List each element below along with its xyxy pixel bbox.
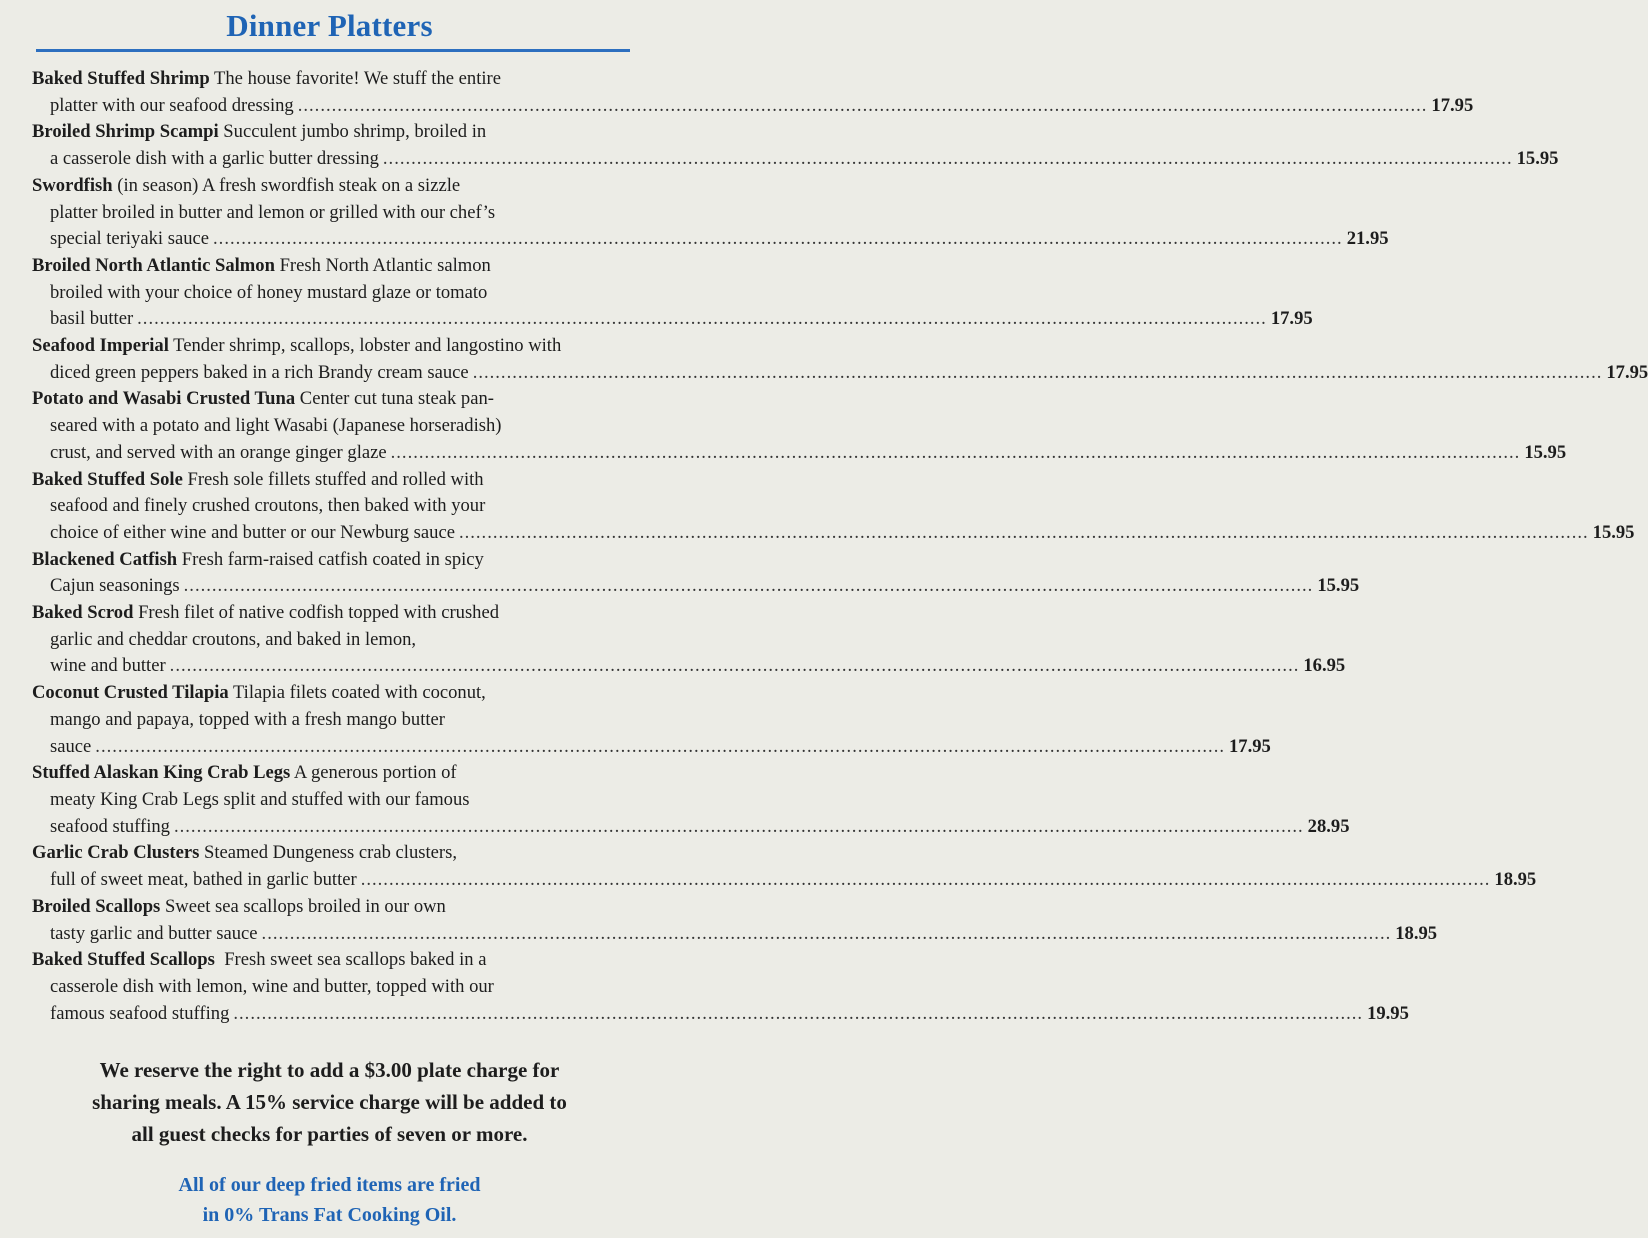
item-line bbox=[32, 921, 1438, 948]
dot-leader: ........................................................................................................................................................................................................ bbox=[95, 735, 1225, 757]
item-name: Swordfish bbox=[32, 174, 113, 196]
item-line bbox=[32, 520, 1635, 547]
item-line bbox=[32, 840, 618, 867]
item-text bbox=[32, 68, 501, 89]
item-price: 18.95 bbox=[1395, 922, 1438, 944]
item-text bbox=[50, 495, 485, 516]
item-description: platter with our seafood dressing bbox=[50, 94, 294, 116]
item-name: Seafood Imperial bbox=[32, 335, 169, 357]
item-line bbox=[32, 734, 1271, 761]
item-line bbox=[32, 680, 618, 707]
dot-leader: ........................................................................................................................................................................................................ bbox=[458, 521, 1589, 543]
item-text bbox=[50, 789, 470, 810]
item-name: Blackened Catfish bbox=[32, 548, 178, 570]
item-text bbox=[32, 602, 499, 623]
menu-item bbox=[32, 600, 1346, 680]
item-line bbox=[32, 787, 618, 814]
item-description: Succulent jumbo shrimp, broiled in bbox=[218, 121, 487, 143]
item-line bbox=[32, 280, 618, 307]
item-line bbox=[32, 146, 1559, 173]
item-text bbox=[50, 921, 258, 948]
menu-item bbox=[32, 680, 1271, 760]
dot-leader: ........................................................................................................................................................................................................ bbox=[382, 148, 1513, 170]
item-text bbox=[32, 469, 484, 490]
item-text bbox=[50, 282, 487, 303]
menu-item bbox=[32, 947, 1409, 1027]
notice-line: all guest checks for parties of seven or more. bbox=[131, 1122, 528, 1146]
item-line bbox=[32, 173, 618, 200]
item-line bbox=[32, 253, 618, 280]
item-description: diced green peppers baked in a rich Brandy cream sauce bbox=[50, 361, 469, 383]
menu-item bbox=[32, 253, 1313, 333]
item-name: Broiled Shrimp Scampi bbox=[32, 121, 219, 143]
item-text bbox=[50, 415, 502, 436]
item-name: Stuffed Alaskan King Crab Legs bbox=[32, 762, 291, 784]
item-line bbox=[32, 66, 618, 93]
item-line bbox=[32, 760, 618, 787]
menu-item bbox=[32, 66, 1474, 119]
item-text bbox=[50, 976, 494, 997]
item-description: meaty King Crab Legs split and stuffed with our famous bbox=[50, 788, 470, 810]
item-name: Broiled Scallops bbox=[32, 895, 161, 917]
item-line bbox=[32, 493, 618, 520]
item-description: (in season) A fresh swordfish steak on a sizzle bbox=[112, 174, 461, 196]
item-text bbox=[50, 520, 455, 547]
item-name: Garlic Crab Clusters bbox=[32, 842, 200, 864]
item-description: a casserole dish with a garlic butter dressing bbox=[50, 148, 379, 170]
item-price: 28.95 bbox=[1307, 815, 1350, 837]
item-text bbox=[50, 653, 166, 680]
item-description: basil butter bbox=[50, 308, 134, 330]
item-line bbox=[32, 867, 1537, 894]
item-text bbox=[50, 734, 91, 761]
item-line bbox=[32, 707, 618, 734]
item-description: casserole dish with lemon, wine and butter, topped with our bbox=[50, 975, 494, 997]
item-price: 17.95 bbox=[1270, 308, 1313, 330]
item-text bbox=[50, 814, 170, 841]
page-title: Dinner Platters bbox=[226, 8, 433, 43]
item-price: 15.95 bbox=[1516, 148, 1559, 170]
menu-item bbox=[32, 467, 1635, 547]
item-description: Steamed Dungeness crab clusters, bbox=[199, 842, 457, 864]
item-line bbox=[32, 386, 618, 413]
item-description: garlic and cheddar croutons, and baked in lemon, bbox=[50, 628, 417, 650]
item-description: Fresh sole fillets stuffed and rolled with bbox=[182, 468, 484, 490]
menu-item bbox=[32, 173, 1389, 253]
item-line bbox=[32, 627, 618, 654]
item-line bbox=[32, 1001, 1409, 1028]
item-description: broiled with your choice of honey mustard glaze or tomato bbox=[50, 281, 488, 303]
item-text bbox=[50, 360, 469, 387]
item-text bbox=[50, 867, 357, 894]
item-text bbox=[32, 762, 457, 783]
item-line bbox=[32, 226, 1389, 253]
fried-oil-note bbox=[0, 1170, 659, 1230]
item-price: 15.95 bbox=[1592, 521, 1635, 543]
notice-line: We reserve the right to add a $3.00 plate charge for bbox=[99, 1058, 560, 1082]
item-name: Coconut Crusted Tilapia bbox=[32, 682, 229, 704]
item-description: Center cut tuna steak pan- bbox=[295, 388, 494, 410]
item-description: Fresh North Atlantic salmon bbox=[274, 254, 491, 276]
item-price: 17.95 bbox=[1606, 361, 1648, 383]
item-description: Fresh filet of native codfish topped with crushed bbox=[133, 602, 500, 624]
item-text bbox=[32, 335, 561, 356]
item-description: mango and papaya, topped with a fresh mango butter bbox=[50, 708, 445, 730]
footer-line: in 0% Trans Fat Cooking Oil. bbox=[202, 1204, 457, 1226]
dot-leader: ........................................................................................................................................................................................................ bbox=[297, 94, 1428, 116]
item-price: 15.95 bbox=[1317, 575, 1360, 597]
item-description: special teriyaki sauce bbox=[50, 228, 210, 250]
item-line bbox=[32, 547, 618, 574]
menu-item bbox=[32, 760, 1350, 840]
item-text bbox=[50, 226, 209, 253]
item-line bbox=[32, 333, 618, 360]
item-text bbox=[32, 682, 486, 703]
item-line bbox=[32, 600, 618, 627]
dot-leader: ........................................................................................................................................................................................................ bbox=[173, 815, 1304, 837]
item-text bbox=[32, 175, 460, 196]
menu-item bbox=[32, 894, 1438, 947]
item-description: platter broiled in butter and lemon or grilled with our chef’s bbox=[50, 201, 496, 223]
title-divider bbox=[36, 49, 630, 52]
item-line bbox=[32, 573, 1360, 600]
item-text bbox=[32, 842, 457, 863]
dot-leader: ........................................................................................................................................................................................................ bbox=[390, 441, 1521, 463]
item-description: A generous portion of bbox=[290, 762, 457, 784]
item-description: Fresh sweet sea scallops baked in a bbox=[214, 949, 487, 971]
item-text bbox=[50, 1001, 229, 1028]
dot-leader: ........................................................................................................................................................................................................ bbox=[183, 575, 1314, 597]
dot-leader: ........................................................................................................................................................................................................ bbox=[213, 228, 1343, 250]
item-name: Broiled North Atlantic Salmon bbox=[32, 254, 275, 276]
item-line bbox=[32, 306, 1313, 333]
menu-item bbox=[32, 333, 1648, 386]
item-line bbox=[32, 974, 618, 1001]
item-text bbox=[32, 949, 487, 970]
notice-line: sharing meals. A 15% service charge will be added to bbox=[92, 1090, 567, 1114]
item-text bbox=[50, 709, 445, 730]
item-text bbox=[50, 146, 379, 173]
item-text bbox=[50, 440, 387, 467]
item-line bbox=[32, 653, 1346, 680]
item-description: seafood stuffing bbox=[50, 815, 170, 837]
item-line bbox=[32, 413, 618, 440]
dot-leader: ........................................................................................................................................................................................................ bbox=[169, 655, 1300, 677]
dot-leader: ........................................................................................................................................................................................................ bbox=[261, 922, 1392, 944]
item-name: Baked Stuffed Sole bbox=[32, 468, 183, 490]
item-description: crust, and served with an orange ginger glaze bbox=[50, 441, 387, 463]
item-name: Baked Stuffed Shrimp bbox=[32, 68, 210, 89]
dot-leader: ........................................................................................................................................................................................................ bbox=[137, 308, 1267, 330]
item-price: 17.95 bbox=[1228, 735, 1271, 757]
item-text bbox=[32, 255, 491, 276]
dot-leader: ........................................................................................................................................................................................................ bbox=[360, 869, 1491, 891]
item-description: Cajun seasonings bbox=[50, 575, 180, 597]
item-price: 16.95 bbox=[1303, 655, 1346, 677]
item-name: Baked Stuffed Scallops bbox=[32, 949, 215, 971]
item-text bbox=[32, 121, 486, 142]
item-description: Fresh farm-raised catfish coated in spicy bbox=[177, 548, 484, 570]
item-description: seafood and finely crushed croutons, then baked with your bbox=[50, 495, 486, 517]
item-price: 17.95 bbox=[1431, 94, 1474, 116]
item-price: 18.95 bbox=[1494, 869, 1537, 891]
item-text bbox=[32, 388, 494, 409]
item-price: 15.95 bbox=[1524, 441, 1567, 463]
item-description: The house favorite! We stuff the entire bbox=[209, 68, 501, 89]
item-line bbox=[32, 440, 1567, 467]
item-line bbox=[32, 200, 618, 227]
menu-item bbox=[32, 547, 1360, 600]
item-description: full of sweet meat, bathed in garlic butter bbox=[50, 869, 357, 891]
item-line bbox=[32, 814, 1350, 841]
item-line bbox=[32, 93, 1474, 120]
item-description: Tilapia filets coated with coconut, bbox=[228, 682, 486, 704]
item-line bbox=[32, 894, 618, 921]
item-text bbox=[50, 93, 294, 120]
item-line bbox=[32, 467, 618, 494]
item-text bbox=[32, 896, 446, 917]
item-description: seared with a potato and light Wasabi (Japanese horseradish) bbox=[50, 415, 502, 437]
plate-charge-notice bbox=[0, 1054, 659, 1150]
item-text bbox=[50, 202, 495, 223]
dot-leader: ........................................................................................................................................................................................................ bbox=[472, 361, 1603, 383]
item-line bbox=[32, 119, 618, 146]
item-description: choice of either wine and butter or our Newburg sauce bbox=[50, 521, 455, 543]
item-text bbox=[50, 629, 416, 650]
item-line bbox=[32, 947, 618, 974]
item-text bbox=[32, 549, 484, 570]
item-text bbox=[50, 306, 133, 333]
dot-leader: ........................................................................................................................................................................................................ bbox=[233, 1002, 1364, 1024]
item-description: famous seafood stuffing bbox=[50, 1002, 230, 1024]
item-description: Tender shrimp, scallops, lobster and langostino with bbox=[168, 335, 562, 357]
item-description: tasty garlic and butter sauce bbox=[50, 922, 258, 944]
item-description: wine and butter bbox=[50, 655, 166, 677]
menu-item bbox=[32, 840, 1537, 893]
menu-list bbox=[32, 66, 1648, 1027]
item-text bbox=[50, 573, 180, 600]
item-price: 19.95 bbox=[1367, 1002, 1409, 1024]
item-name: Potato and Wasabi Crusted Tuna bbox=[32, 388, 296, 410]
footer-line: All of our deep fried items are fried bbox=[178, 1174, 481, 1196]
item-description: sauce bbox=[50, 735, 92, 757]
item-name: Baked Scrod bbox=[32, 602, 134, 624]
menu-item bbox=[32, 386, 1567, 466]
item-description: Sweet sea scallops broiled in our own bbox=[160, 895, 446, 917]
item-line bbox=[32, 360, 1648, 387]
item-price: 21.95 bbox=[1346, 228, 1389, 250]
menu-item bbox=[32, 119, 1559, 172]
